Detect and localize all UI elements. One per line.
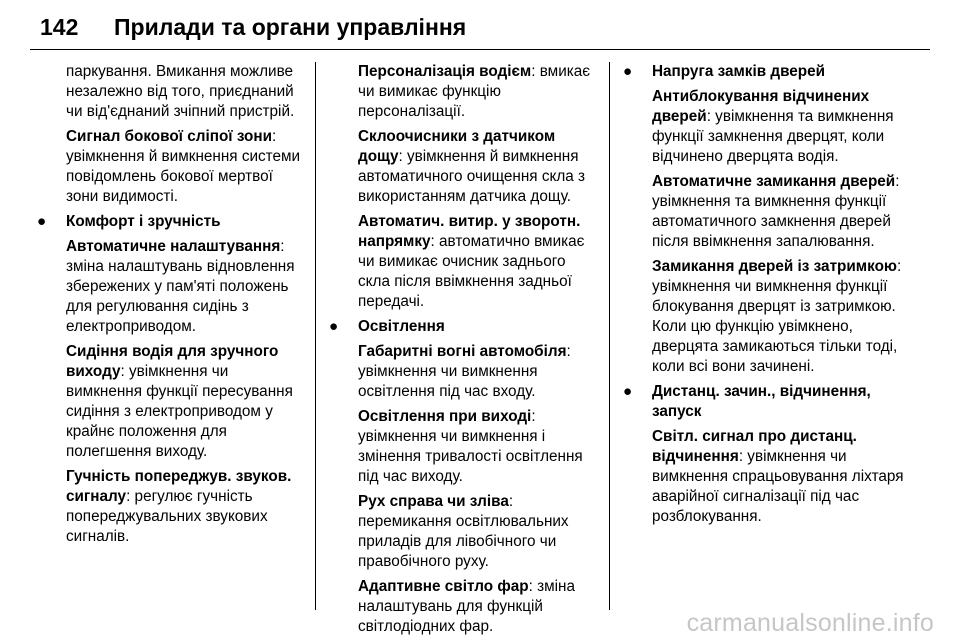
page-title: Прилади та органи управління — [114, 14, 467, 40]
paragraph: Габаритні вогні автомобіля: увімкнення чи вимкнення освітлення під час входу. — [358, 343, 571, 400]
column-2 — [329, 62, 594, 642]
bullet-icon: ● — [37, 213, 47, 230]
paragraph: Адаптивне світло фар: зміна налаштувань для функцій світлодіодних фар. — [358, 578, 575, 635]
bullet-icon: ● — [623, 383, 633, 400]
paragraph: Замикання дверей із затримкою: увімкнення чи вимкнення функції блокування дверцят із затримкою. Коли цю функцію увімкнено, дверцята замикаються тільки тоді, коли всі вони зачинені. — [652, 258, 902, 375]
bullet-icon: ● — [329, 318, 339, 335]
paragraph: Освітлення при виході: увімкнення чи вимкнення і змінення тривалості освітлення під час виходу. — [358, 408, 583, 485]
column-3 — [623, 62, 914, 532]
paragraph: паркування. Вмикання можливе незалежно від того, приєднаний чи від'єднаний зчіпний пристрій. — [66, 63, 295, 120]
paragraph: Світл. сигнал про дистанц. відчинення: увімкнення чи вимкнення спрацьовування ліхтаря аварійної сигналізації під час розблокування. — [652, 428, 904, 525]
column-divider-1 — [315, 62, 316, 610]
paragraph: Сидіння водія для зручного виходу: увімкнення чи вимкнення функції пересування сидіння з електроприводом у крайнє положення для полегшення виходу. — [66, 343, 293, 460]
paragraph: Склоочисники з датчиком дощу: увімкнення й вимкнення автоматичного очищення скла з використанням датчика дощу. — [358, 128, 586, 205]
paragraph: Сигнал бокової сліпої зони: увімкнення й вимкнення системи повідомлень бокової мертвої зони видимості. — [66, 128, 301, 205]
bullet-icon: ● — [623, 63, 633, 80]
page-number: 142 — [40, 14, 79, 40]
paragraph: Персоналізація водієм: вмикає чи вимикає функцію персоналізації. — [358, 63, 591, 120]
bullet-heading: ● Напруга замків дверей — [623, 63, 826, 80]
bullet-heading: ● Освітлення — [329, 318, 445, 335]
bullet-heading: ● Дистанц. зачин., відчинення, запуск — [623, 383, 871, 420]
paragraph: Автоматич. витир. у зворотн. напрямку: автоматично вмикає чи вимикає очисник заднього скла після ввімкнення задньої передачі. — [358, 213, 585, 310]
paragraph: Рух справа чи зліва: перемикання освітлювальних приладів для лівобічного чи правобічного руху. — [358, 493, 569, 570]
paragraph: Антиблокування відчинених дверей: увімкнення та вимкнення функції замкнення дверцят, коли відчинено дверцята водія. — [652, 88, 894, 165]
watermark: carmanualsonline.info — [686, 609, 934, 637]
paragraph: Гучність попереджув. звуков. сигналу: регулює гучність попереджувальних звукових сигналів. — [66, 468, 292, 545]
column-1 — [37, 62, 304, 552]
page-header — [30, 12, 930, 52]
paragraph: Автоматичне налаштування: зміна налаштувань відновлення збережених у пам'яті положень для регулювання сидінь з електроприводом. — [66, 238, 295, 335]
bullet-heading: ● Комфорт і зручність — [37, 213, 221, 230]
header-rule — [30, 49, 930, 50]
column-divider-2 — [609, 62, 610, 610]
paragraph: Автоматичне замикання дверей: увімкнення та вимкнення функції автоматичного замкнення дверей після ввімкнення запалювання. — [652, 173, 900, 250]
